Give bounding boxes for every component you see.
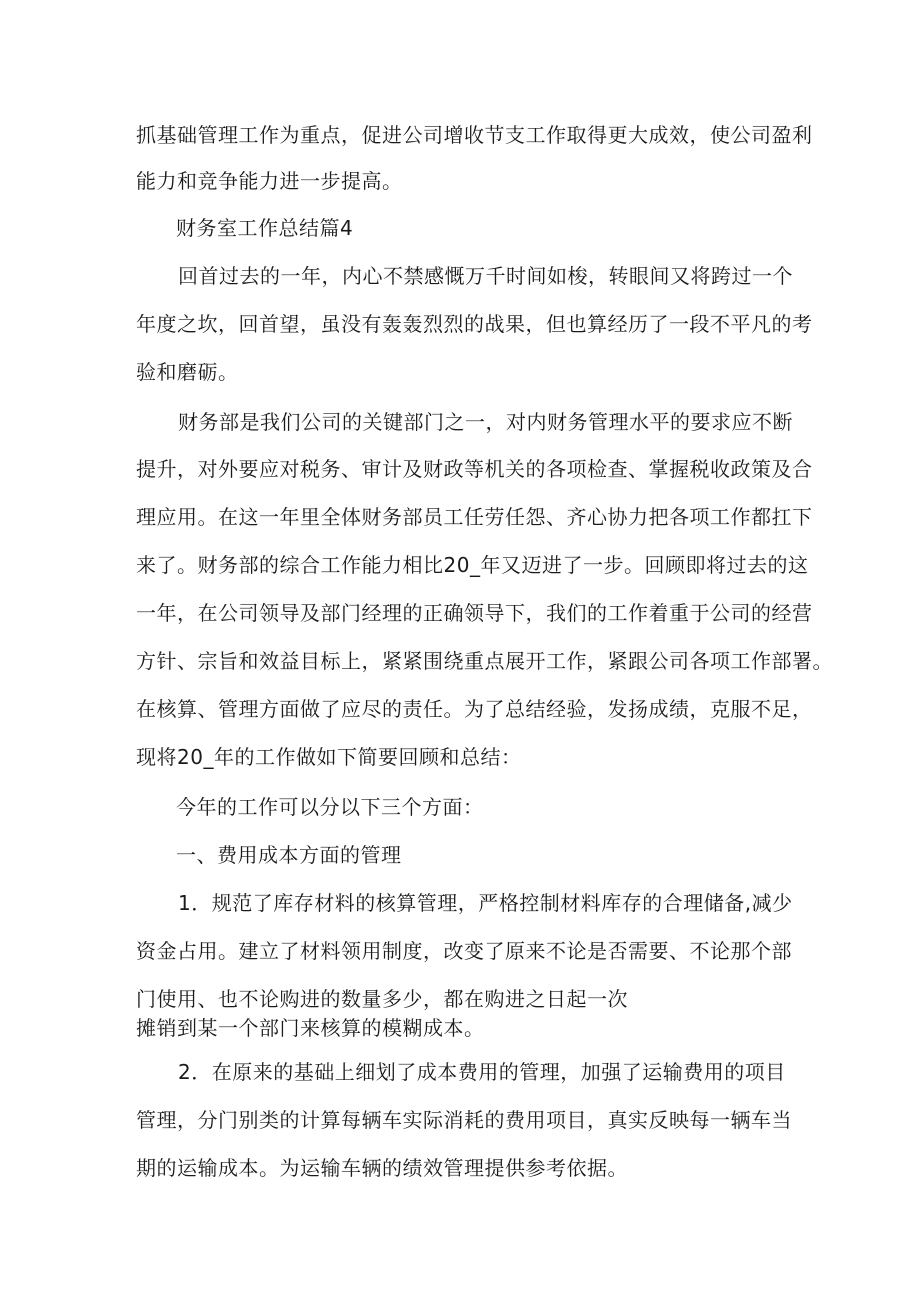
- section-heading: 财务室工作总结篇4: [176, 216, 354, 240]
- text-line: 年度之坎，回首望，虽没有轰轰烈烈的战果，但也算经历了一段不平凡的考: [136, 312, 813, 336]
- text-line: 理应用。在这一年里全体财务部员工任劳任怨、齐心协力把各项工作都扛下: [136, 505, 813, 529]
- text-line: 回首过去的一年，内心不禁感慨万千时间如梭，转眼间又将跨过一个: [178, 264, 793, 288]
- text-line: 验和磨砺。: [136, 360, 239, 384]
- text-line: 资金占用。建立了材料领用制度，改变了原来不论是否需要、不论那个部: [136, 939, 792, 963]
- list-item: 1．规范了库存材料的核算管理，严格控制材料库存的合理储备,减少: [178, 891, 793, 915]
- text-line: 财务部是我们公司的关键部门之一，对内财务管理水平的要求应不断: [178, 410, 793, 434]
- text-line: 一年，在公司领导及部门经理的正确领导下，我们的工作着重于公司的经营: [136, 601, 813, 625]
- text-line: 方针、宗旨和效益目标上，紧紧围绕重点展开工作，紧跟公司各项工作部署。: [136, 649, 833, 673]
- text-line: 能力和竞争能力进一步提高。: [136, 169, 403, 193]
- text-line: 管理，分门别类的计算每辆车实际消耗的费用项目，真实反映每一辆车当: [136, 1108, 792, 1132]
- list-item: 2．在原来的基础上细划了成本费用的管理，加强了运输费用的项目: [178, 1060, 786, 1084]
- text-line: 摊销到某一个部门来核算的模糊成本。: [136, 1016, 485, 1040]
- text-line: 今年的工作可以分以下三个方面：: [176, 795, 484, 819]
- text-line: 在核算、管理方面做了应尽的责任。为了总结经验，发扬成绩，克服不足，: [136, 697, 813, 721]
- section-heading: 一、费用成本方面的管理: [176, 843, 402, 867]
- text-line: 门使用、也不论购进的数量多少，都在购进之日起一次: [136, 987, 628, 1011]
- text-line: 现将20_年的工作做如下简要回顾和总结：: [136, 745, 522, 769]
- text-line: 提升，对外要应对税务、审计及财政等机关的各项检查、掌握税收政策及合: [136, 457, 813, 481]
- text-line: 期的运输成本。为运输车辆的绩效管理提供参考依据。: [136, 1156, 628, 1180]
- text-line: 抓基础管理工作为重点，促进公司增收节支工作取得更大成效，使公司盈利: [136, 123, 813, 147]
- text-line: 来了。财务部的综合工作能力相比20_年又迈进了一步。回顾即将过去的这: [136, 553, 809, 577]
